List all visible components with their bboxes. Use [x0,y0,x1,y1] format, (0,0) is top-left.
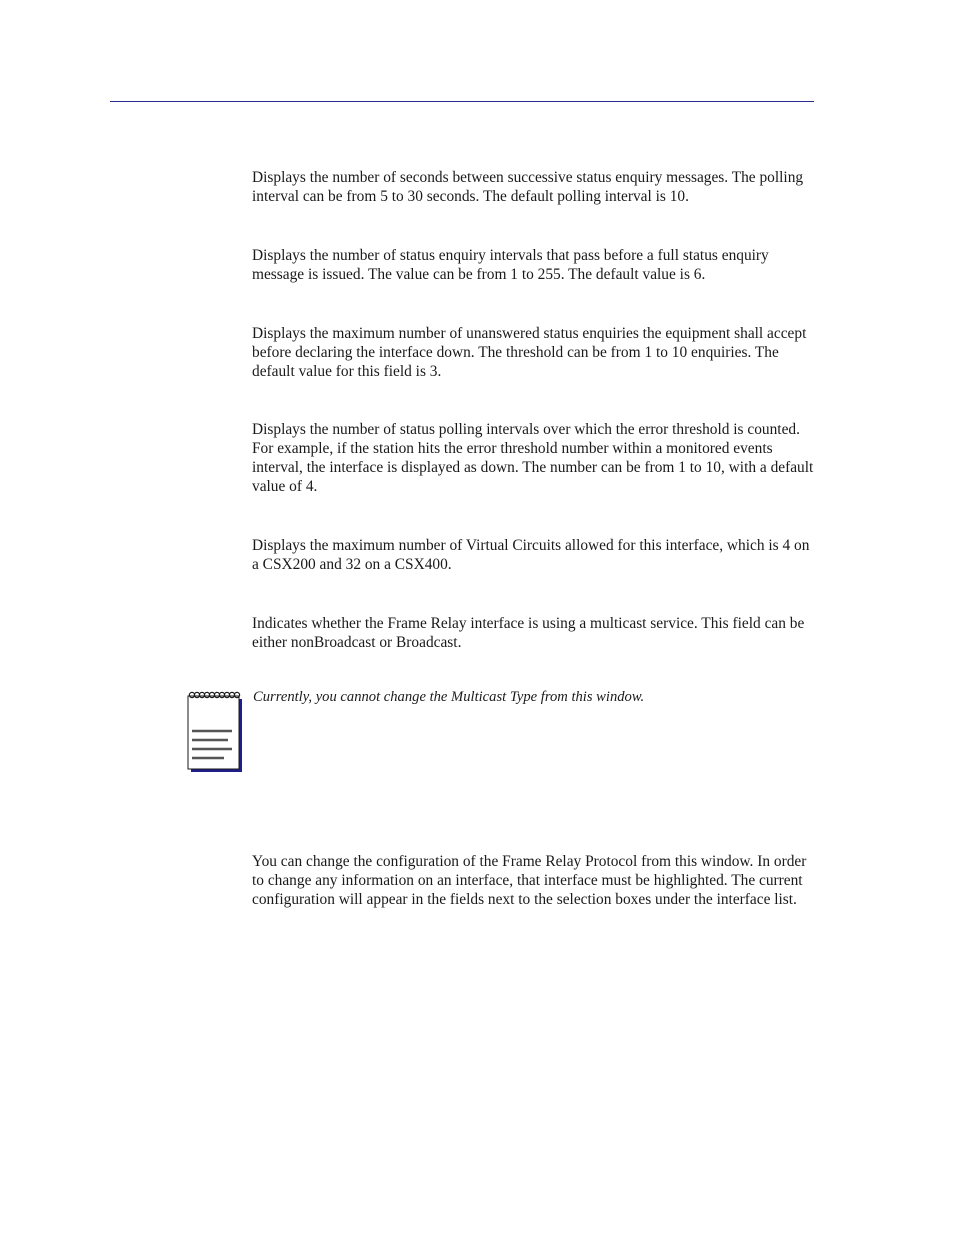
configuration-paragraph: You can change the configuration of the Frame Relay Protocol from this window. In order to change any information on an interface, that interface must be highlighted. The current configuration will appear in the fields next to the selection boxes under the interface list. [252,853,807,908]
notepad-icon [186,689,244,773]
header-rule [110,101,814,102]
monitored-events-description: Displays the number of status polling intervals over which the error threshold is counted. For example, if the station hits the error threshold number within a monitored events interval, the interface is displayed as down. The number can be from 1 to 10, with a default value of 4. [252,421,814,495]
full-enquiry-interval-description: Displays the number of status enquiry intervals that pass before a full status enquiry message is issued. The value can be from 1 to 255. The default value is 6. [252,247,769,283]
error-threshold-description: Displays the maximum number of unanswered status enquiries the equipment shall accept before declaring the interface down. The threshold can be from 1 to 10 enquiries. The default value for this field is 3. [252,325,807,380]
max-virtual-circuits-description: Displays the maximum number of Virtual Circuits allowed for this interface, which is 4 on a CSX200 and 32 on a CSX400. [252,537,810,573]
multicast-type-description: Indicates whether the Frame Relay interface is using a multicast service. This field can be either nonBroadcast or Broadcast. [252,615,805,651]
note-text: Currently, you cannot change the Multicast Type from this window. [253,689,645,705]
polling-interval-description: Displays the number of seconds between successive status enquiry messages. The polling interval can be from 5 to 30 seconds. The default polling interval is 10. [252,169,804,205]
